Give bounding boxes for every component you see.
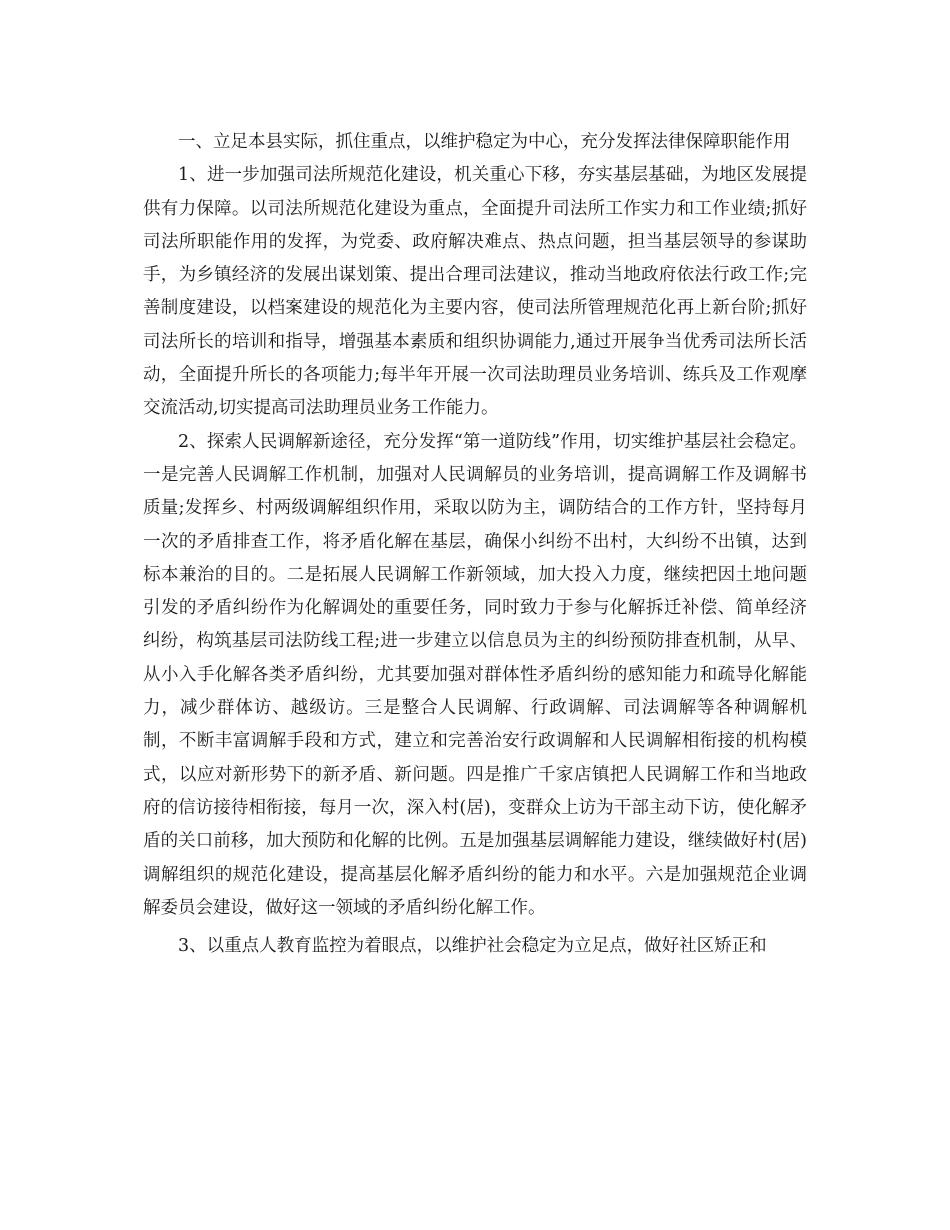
paragraph-item-1: 1、进一步加强司法所规范化建设，机关重心下移，夯实基层基础，为地区发展提供有力保障。以司法所规范化建设为重点，全面提升司法所工作实力和工作业绩;抓好司法所职能作用的发挥，为党委、政府解决难点、热点问题，担当基层领导的参谋助手，为乡镇经济的发展出谋划策、提出合理司法建议，推动当地政府依法行政工作;完善制度建设，以档案建设的规范化为主要内容，使司法所管理规范化再上新台阶;抓好司法所长的培训和指导，增强基本素质和组织协调能力,通过开展争当优秀司法所长活动，全面提升所长的各项能力;每半年开展一次司法助理员业务培训、练兵及工作观摩交流活动,切实提高司法助理员业务工作能力。 — [143, 165, 807, 419]
paragraph-item-3: 3、以重点人教育监控为着眼点，以维护社会稳定为立足点，做好社区矫正和 — [178, 936, 767, 957]
document-body — [143, 126, 807, 963]
paragraph-item-2: 2、探索人民调解新途径，充分发挥“第一道防线”作用，切实维护基层社会稳定。一是完善人民调解工作机制，加强对人民调解员的业务培训，提高调解工作及调解书质量;发挥乡、村两级调解组织作用，采取以防为主，调防结合的工作方针，坚持每月一次的矛盾排查工作，将矛盾化解在基层，确保小纠纷不出村，大纠纷不出镇，达到标本兼治的目的。二是拓展人民调解工作新领域，加大投入力度，继续把因土地问题引发的矛盾纠纷作为化解调处的重要任务，同时致力于参与化解拆迁补偿、简单经济纠纷，构筑基层司法防线工程;进一步建立以信息员为主的纠纷预防排查机制，从早、从小入手化解各类矛盾纠纷，尤其要加强对群体性矛盾纠纷的感知能力和疏导化解能力，减少群体访、越级访。三是整合人民调解、行政调解、司法调解等各种调解机制，不断丰富调解手段和方式，建立和完善治安行政调解和人民调解相衔接的机构模式，以应对新形势下的新矛盾、新问题。四是推广千家店镇把人民调解工作和当地政府的信访接待相衔接，每月一次，深入村(居)，变群众上访为干部主动下访，使化解矛盾的关口前移，加大预防和化解的比例。五是加强基层调解能力建设，继续做好村(居)调解组织的规范化建设，提高基层化解矛盾纠纷的能力和水平。六是加强规范企业调解委员会建设，做好这一领域的矛盾纠纷化解工作。 — [143, 431, 807, 918]
section-heading: 一、立足本县实际，抓住重点，以维护稳定为中心，充分发挥法律保障职能作用 — [178, 132, 791, 152]
